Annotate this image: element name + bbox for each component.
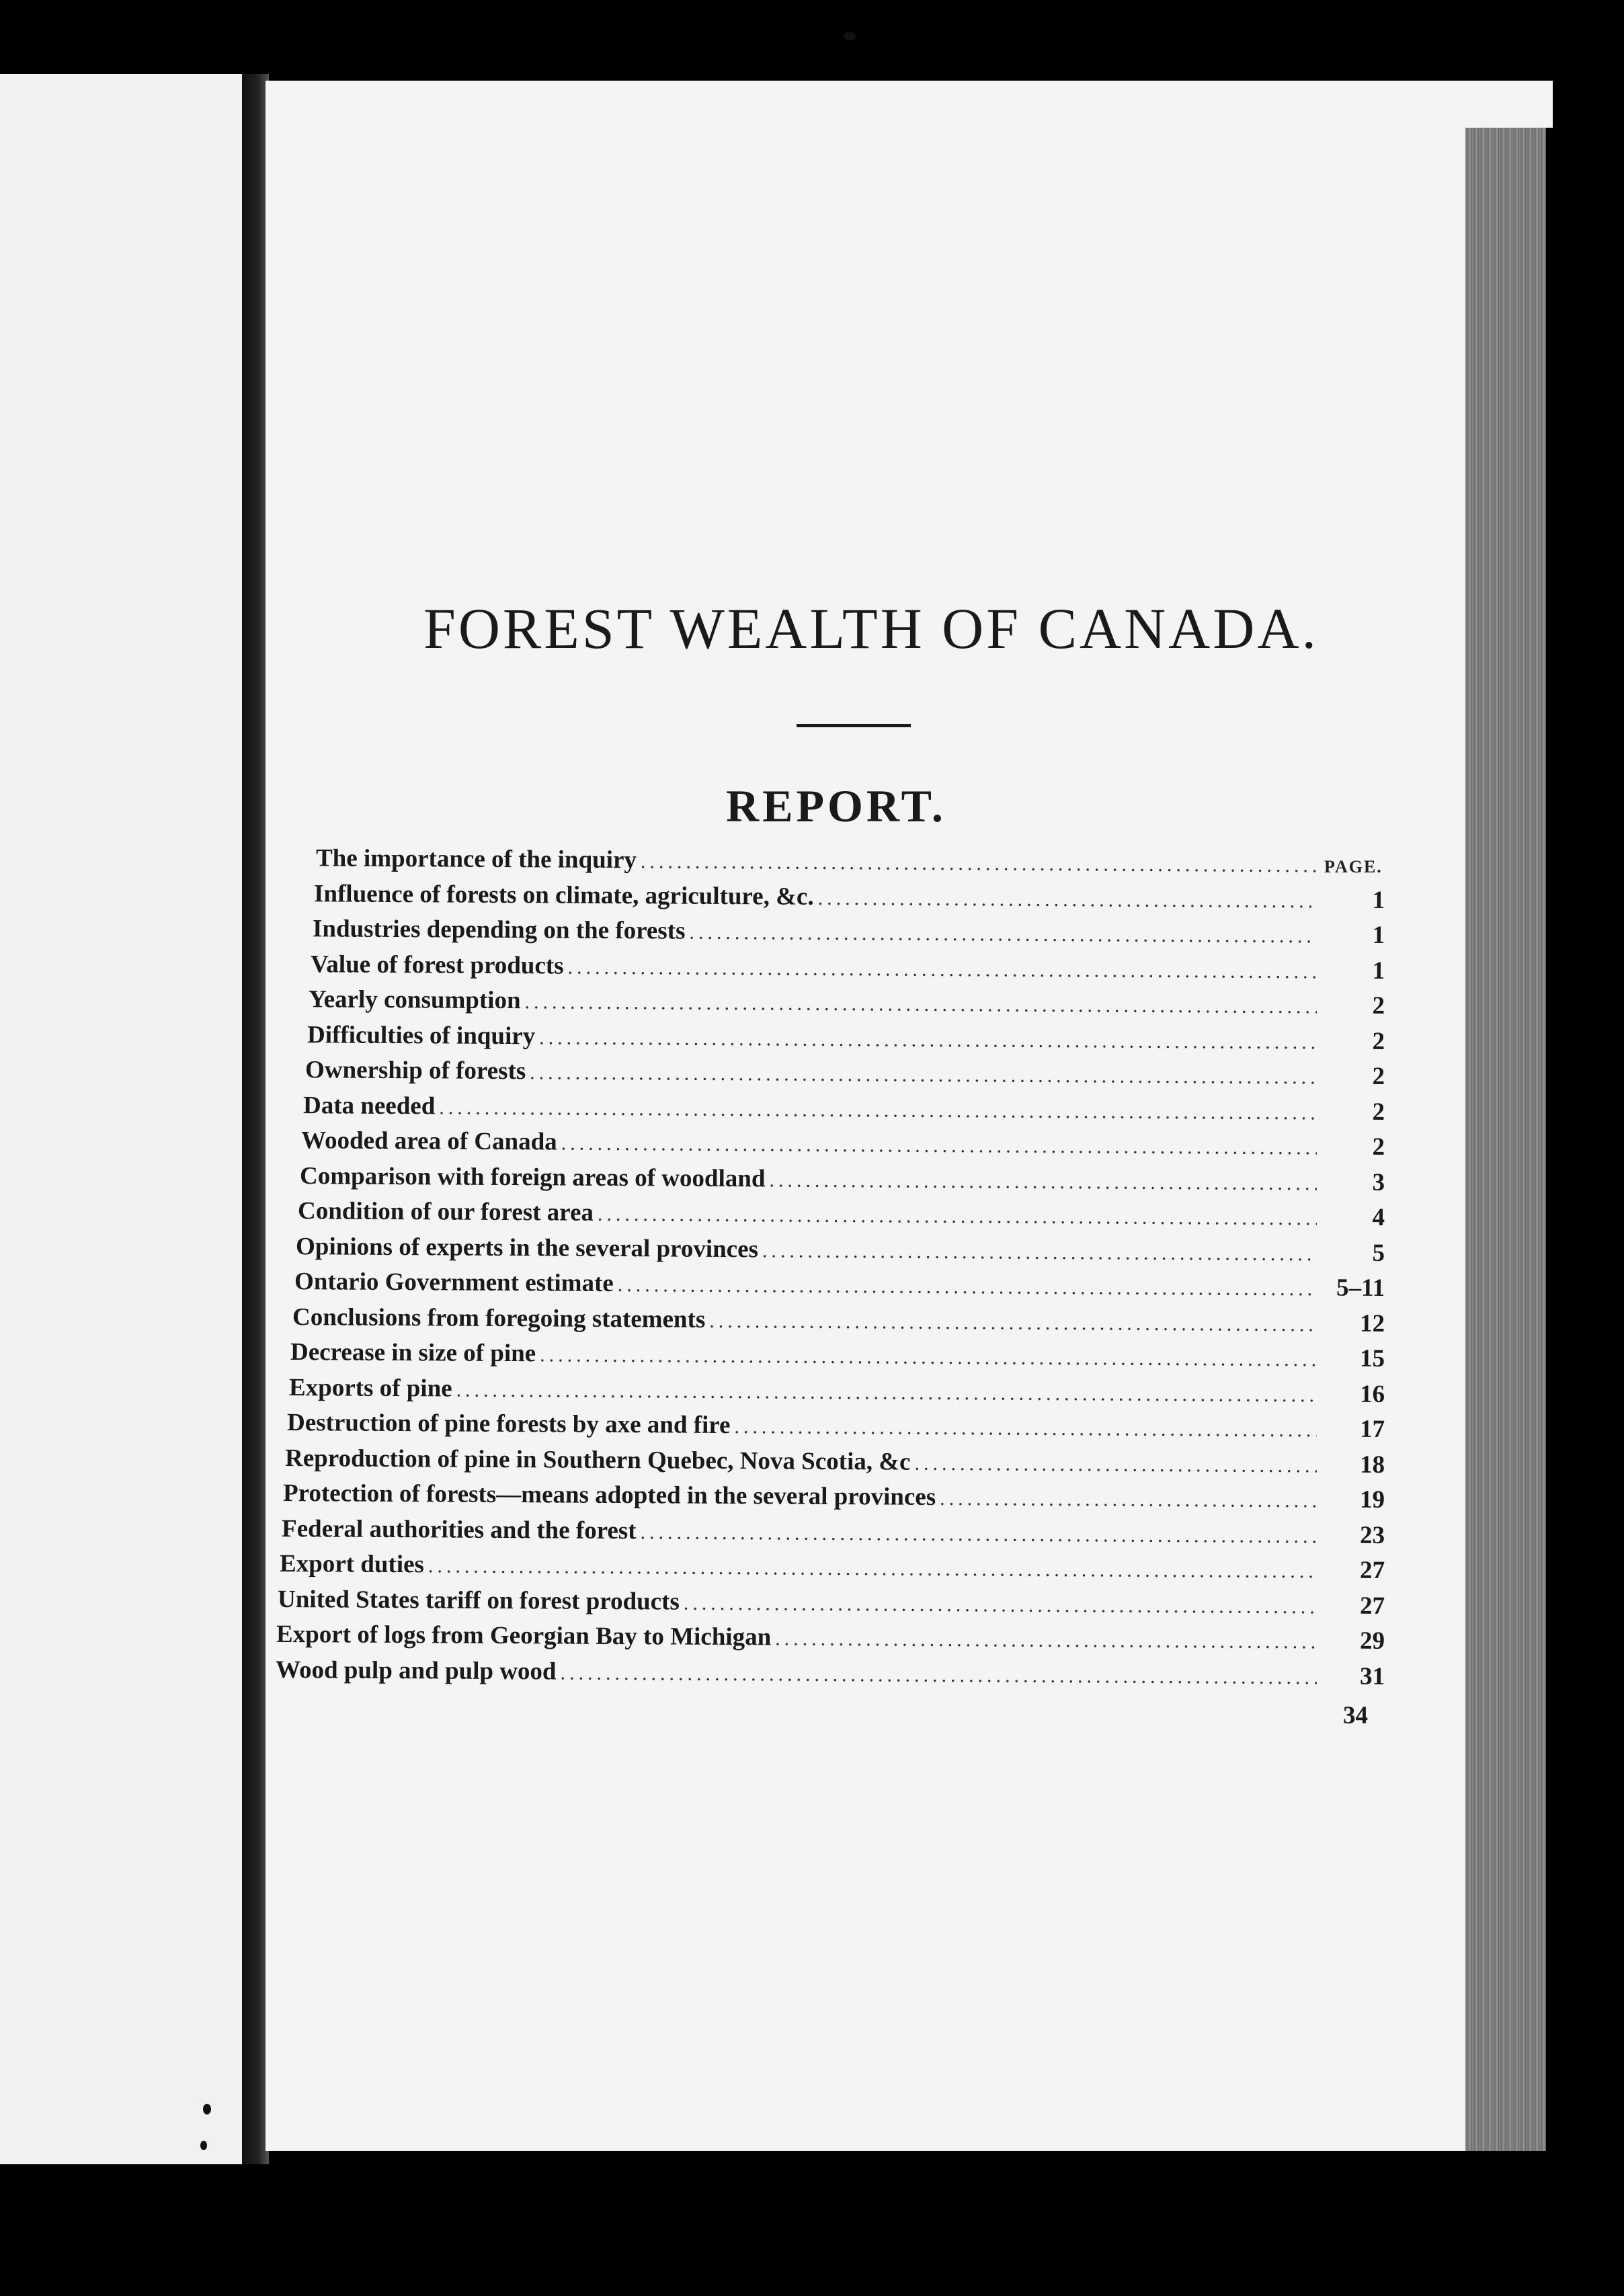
toc-entry-title: The importance of the inquiry (315, 844, 637, 874)
toc-leader-dots (540, 1344, 1317, 1371)
toc-entry-title: Comparison with foreign areas of woodland (299, 1161, 766, 1192)
toc-entry (276, 1267, 1385, 1309)
toc-entry-page: 5 (1372, 1239, 1385, 1267)
dust-speck (203, 2104, 211, 2115)
toc-entry-title: Conclusions from foregoing statements (292, 1303, 706, 1334)
facing-blank-page (0, 74, 242, 2164)
toc-entry-title: Decrease in size of pine (290, 1338, 536, 1368)
toc-entry-page: 27 (1359, 1556, 1385, 1584)
toc-entry-page: 1 (1372, 886, 1385, 914)
toc-entry-title: Condition of our forest area (297, 1197, 594, 1227)
toc-entry-title: Protection of forests—means adopted in the several provinces (282, 1479, 936, 1511)
toc-leader-dots (709, 1309, 1317, 1336)
toc-trailing-page-number: 34 (1343, 1702, 1368, 1729)
toc-entry-title: United States tariff on forest products (277, 1585, 680, 1616)
toc-leader-dots (561, 1133, 1317, 1160)
toc-entry-page: 15 (1359, 1344, 1385, 1372)
toc-leader-dots (734, 1416, 1317, 1442)
title-rule (797, 724, 911, 727)
toc-entry-page: 16 (1359, 1380, 1385, 1408)
toc-entry-title: Value of forest products (310, 950, 564, 980)
toc-leader-dots (618, 1274, 1317, 1301)
toc-leader-dots (769, 1169, 1317, 1195)
toc-entry-page: 29 (1359, 1627, 1385, 1655)
toc-entry-title: Influence of forests on climate, agriculture, &c. (313, 879, 814, 911)
toc-entry (276, 1620, 1385, 1662)
book-gutter (242, 74, 269, 2164)
toc-entry-title: Reproduction of pine in Southern Quebec, Nova Scotia, &c (284, 1444, 911, 1476)
toc-entry-title: Industries depending on the forests (312, 915, 686, 945)
toc-entry-page: 31 (1359, 1662, 1385, 1690)
toc-entry (276, 1655, 1385, 1697)
toc-entry-page: 4 (1372, 1203, 1385, 1231)
toc-entry-page: 3 (1372, 1168, 1385, 1196)
toc-entry-page: 2 (1372, 1098, 1385, 1126)
toc-entry (276, 1549, 1385, 1592)
toc-leader-dots (539, 1026, 1317, 1054)
dust-speck (200, 2141, 207, 2150)
scan-border (1546, 128, 1624, 2151)
toc-entry-title: Data needed (302, 1091, 436, 1120)
toc-entry-page: 1 (1372, 956, 1385, 985)
toc-entry-page: 2 (1372, 1133, 1385, 1161)
toc-entry (276, 1055, 1385, 1098)
toc-entry-page: 2 (1372, 1062, 1385, 1090)
toc-entry-page: 2 (1372, 1027, 1385, 1055)
toc-entry-title: Yearly consumption (308, 985, 521, 1015)
toc-entry-page: 17 (1359, 1415, 1385, 1443)
toc-leader-dots (530, 1061, 1317, 1089)
toc-leader-dots (560, 1662, 1317, 1689)
toc-entry-page: 12 (1359, 1309, 1385, 1338)
toc-leader-dots (689, 921, 1317, 948)
toc-entry-page: 19 (1359, 1485, 1385, 1514)
section-heading: REPORT. (726, 780, 946, 831)
toc-entry-title: Difficulties of inquiry (307, 1020, 536, 1050)
book-title: FOREST WEALTH OF CANADA. (423, 596, 1319, 661)
toc-entry (276, 1126, 1385, 1168)
toc-entry-title: Export duties (279, 1549, 425, 1579)
toc-leader-dots (428, 1555, 1317, 1583)
toc-leader-dots (456, 1379, 1317, 1407)
toc-leader-dots (641, 850, 1317, 877)
toc-entry-title: Destruction of pine forests by axe and fire (286, 1409, 731, 1440)
toc-entry-title: Ontario Government estimate (294, 1268, 614, 1297)
dust-speck (844, 32, 856, 40)
toc-entry (276, 1338, 1385, 1380)
toc-leader-dots (914, 1452, 1317, 1477)
toc-entry-page: 18 (1359, 1450, 1385, 1479)
toc-entry (276, 985, 1385, 1027)
toc-entry (276, 1479, 1385, 1521)
toc-leader-dots (640, 1521, 1317, 1548)
toc-leader-dots (775, 1627, 1317, 1653)
toc-entry-page: 1 (1372, 921, 1385, 949)
toc-entry-title: Opinions of experts in the several provinces (295, 1232, 759, 1263)
table-of-contents (275, 844, 1385, 1697)
toc-entry-title: Wood pulp and pulp wood (275, 1655, 557, 1685)
toc-entry-title: Export of logs from Georgian Bay to Michigan (276, 1620, 772, 1651)
toc-leader-dots (762, 1239, 1317, 1266)
toc-entry (276, 844, 1385, 886)
page-edges (1465, 128, 1546, 2151)
toc-entry-title: Federal authorities and the forest (281, 1514, 637, 1545)
toc-leader-dots (940, 1487, 1317, 1512)
toc-entry-page: 5–11 (1336, 1274, 1385, 1302)
toc-entry-title: Wooded area of Canada (300, 1126, 557, 1156)
toc-leader-dots (684, 1592, 1317, 1618)
toc-entry-page: 23 (1359, 1521, 1385, 1549)
toc-entry-page: 27 (1359, 1592, 1385, 1620)
toc-leader-dots (598, 1203, 1317, 1231)
toc-entry (276, 1196, 1385, 1239)
toc-leader-dots (439, 1096, 1317, 1124)
toc-entry-page: 2 (1372, 991, 1385, 1020)
toc-leader-dots (818, 887, 1317, 913)
toc-entry (276, 1408, 1385, 1450)
toc-leader-dots (524, 991, 1317, 1018)
toc-leader-dots (567, 956, 1317, 983)
page-column-label: PAGE. (1324, 857, 1383, 876)
toc-entry-title: Exports of pine (288, 1373, 452, 1403)
toc-entry (276, 914, 1385, 956)
toc-entry-title: Ownership of forests (304, 1056, 526, 1085)
